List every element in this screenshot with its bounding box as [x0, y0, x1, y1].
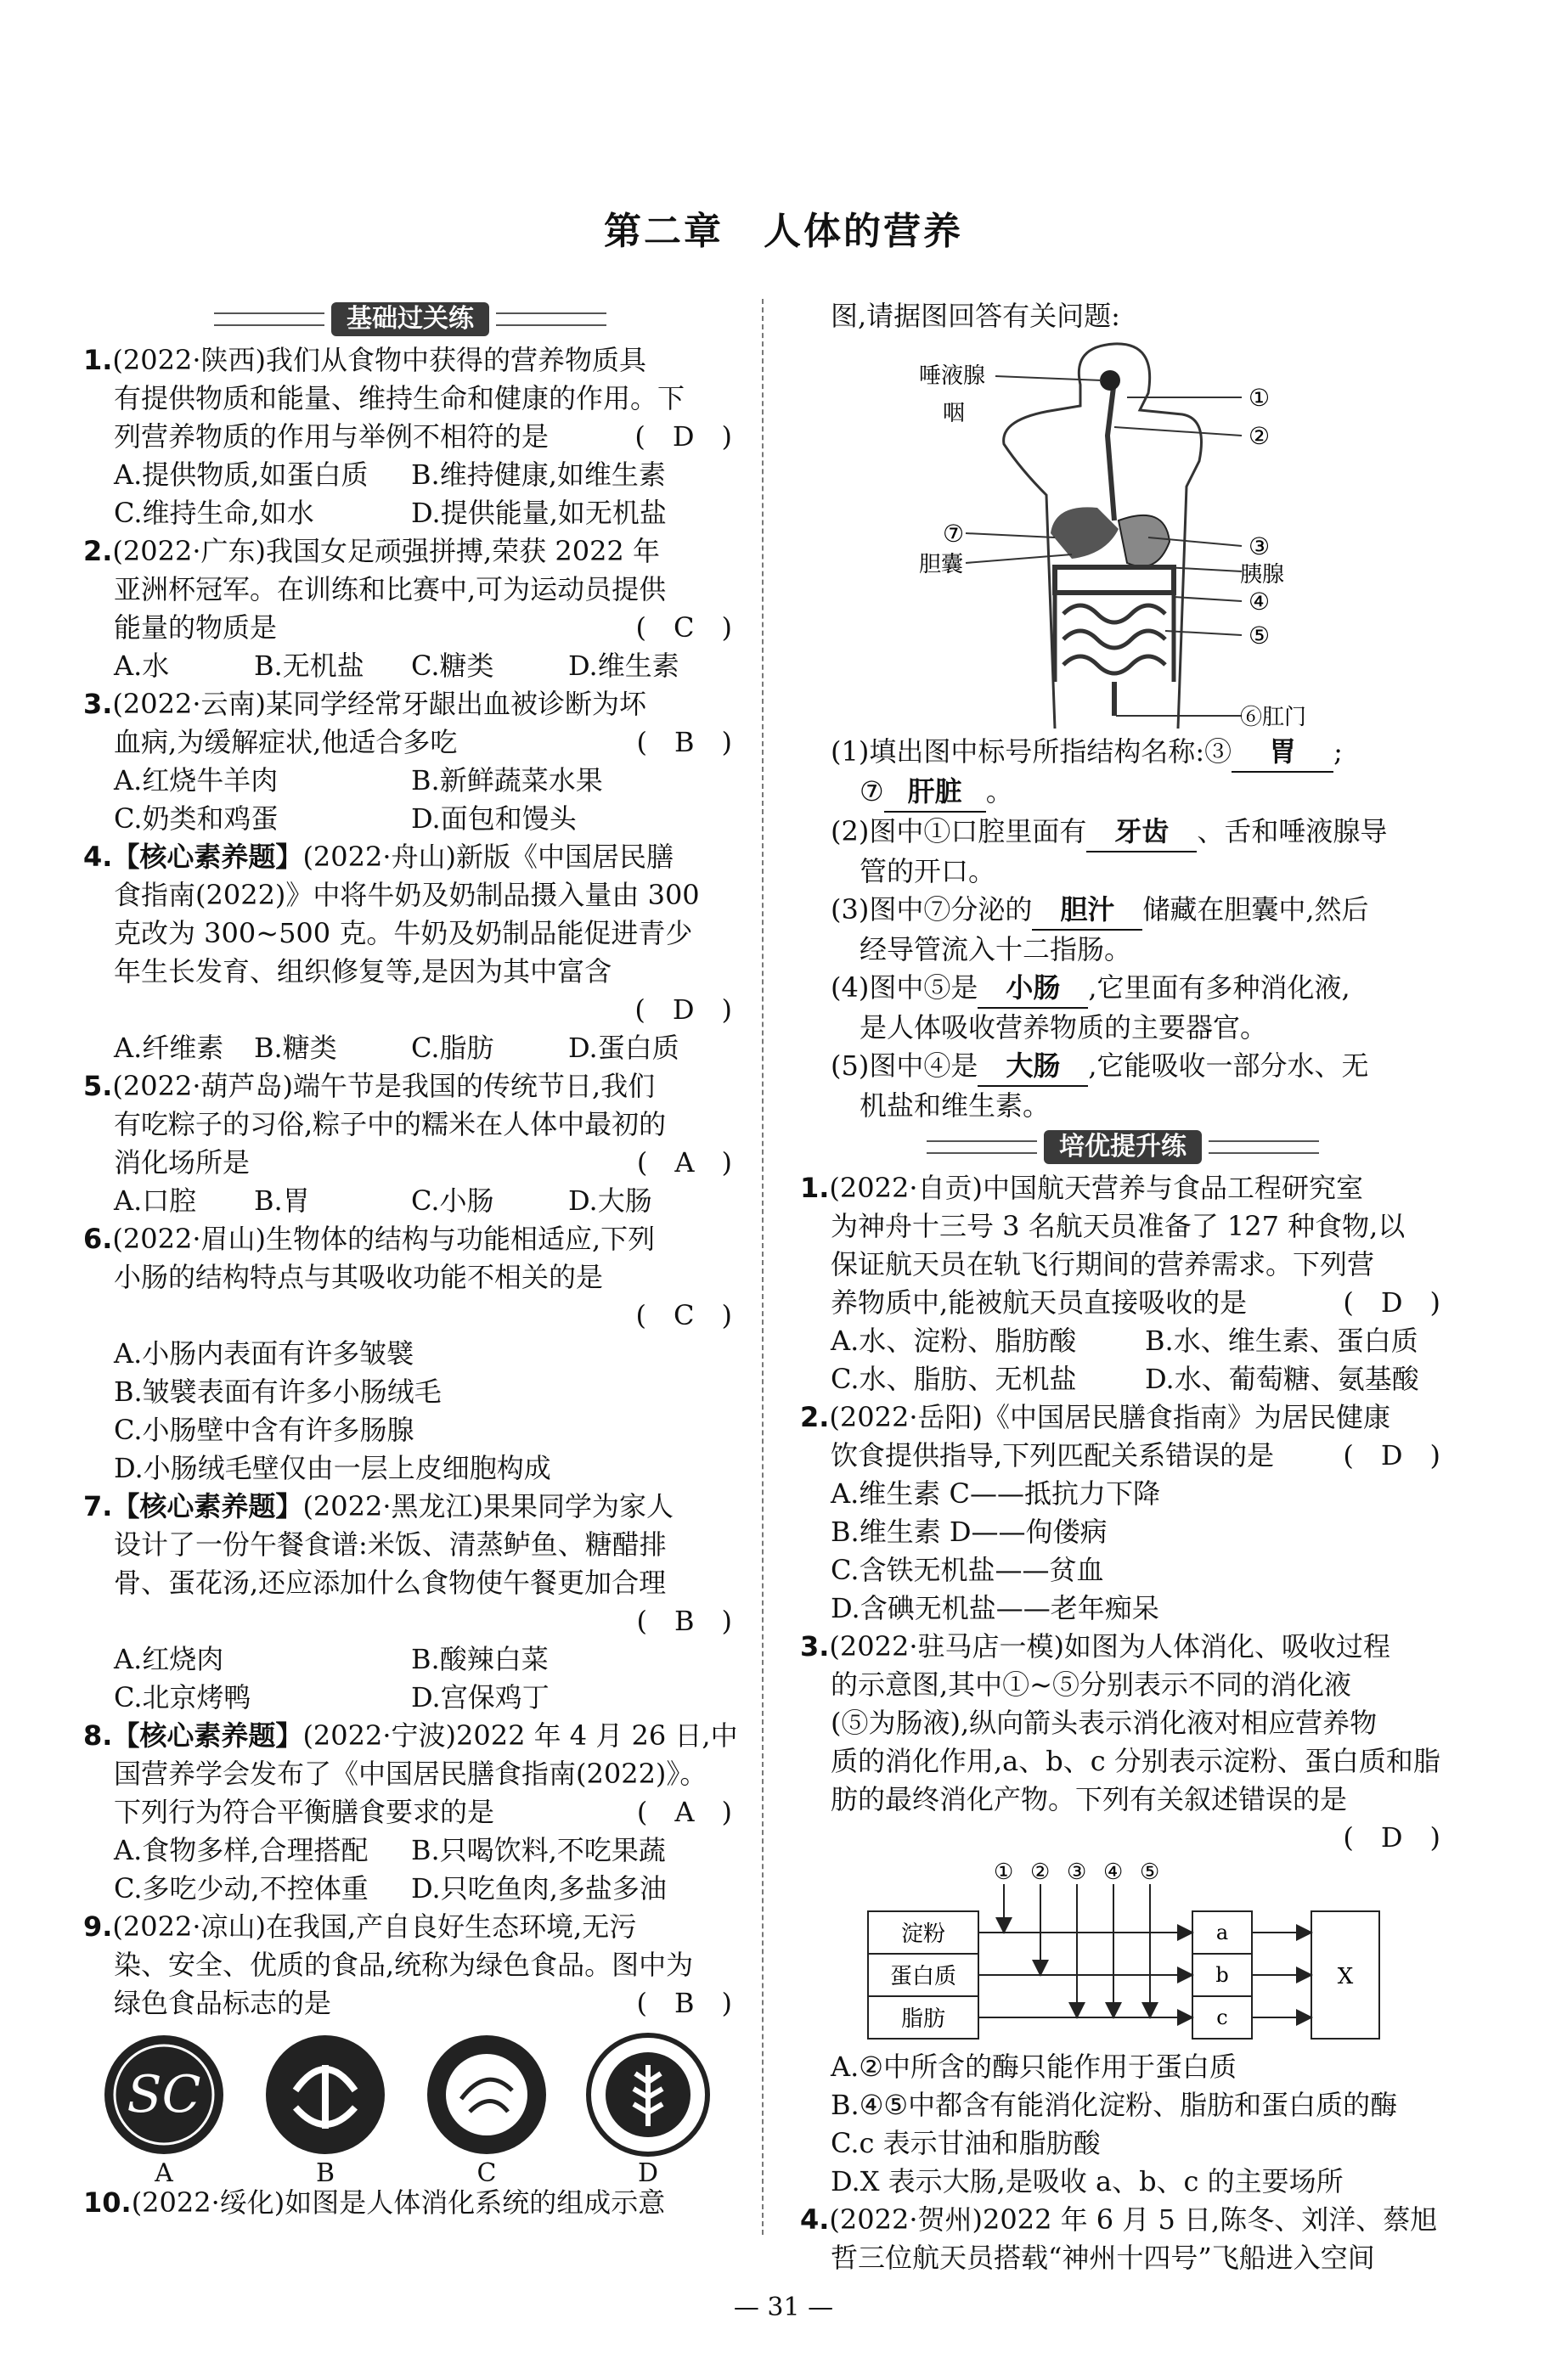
label-7: ⑦: [943, 520, 965, 548]
question-8: 8.【核心素养题】(2022·宁波)2022 年 4 月 26 日,中 国营养学会发布了《中国居民膳食指南(2022)》。 下列行为符合平衡膳食要求的是 ( A ) A.食物多样,合理搭配 B.只喝饮料,不吃果蔬 C.多吃少动,不控体重 D.只吃鱼肉,多盐多油: [83, 1719, 738, 1905]
juice-3: ③: [1067, 1860, 1087, 1885]
product-c: c: [1216, 2006, 1228, 2029]
q10-sub1: (1)填出图中标号所指结构名称:③ 胃 ;: [800, 733, 1446, 773]
question-4: 4.【核心素养题】(2022·舟山)新版《中国居民膳 食指南(2022)》中将牛奶及奶制品摄入量由 300 克改为 300~500 克。牛奶及奶制品能促进青少 年生长发育、组织修复等,是因为其中富含 ( D ) A.纤维素 B.糖类 C.脂肪 D.蛋白质: [83, 841, 732, 1064]
logo-options: [83, 2031, 729, 2188]
answer: ( B ): [636, 1605, 732, 1637]
nutrient-protein: 蛋白质: [889, 1964, 957, 1989]
answer: ( B ): [636, 726, 732, 758]
chapter-title: 第二章 人体的营养: [604, 210, 963, 253]
answer: ( D ): [1343, 1439, 1440, 1471]
answer: ( A ): [636, 1796, 732, 1828]
answer: ( B ): [636, 1987, 732, 2019]
svg-text:SC: SC: [127, 2065, 201, 2124]
question-1: 1.(2022·陕西)我们从食物中获得的营养物质具 有提供物质和能量、维持生命和健康的作用。下 列营养物质的作用与举例不相符的是 ( D ) A.提供物质,如蛋白质 B.维持健康,如维生素 C.维持生命,如水 D.提供能量,如无机盐: [83, 344, 732, 529]
answer: ( C ): [635, 611, 732, 644]
juice-2: ②: [1030, 1860, 1051, 1885]
label-1: ①: [1249, 384, 1271, 412]
digestive-system-figure: [800, 342, 1446, 733]
wheat-ear-icon: [584, 2031, 712, 2158]
right-column: 图,请据图回答有关问题: 唾液腺 咽 ① ② ③ 胰腺 ④ ⑤ ⑥肛门 ⑦ 胆囊 (1)填出图中标号所指结构名称:③ 胃 ; ⑦ 肝脏 。 (2)图中①口腔里面有 牙齿 、舌和唾液腺导 管的开口。 (3)图中⑦分泌的 胆汁 储藏在胆囊中,然后 经导管流入十二指肠。 (4)图中⑤是 小肠 ,它里面有多种消化液, 是人体吸收营养物质的主要器官。 (5)图中④是 大肠 ,它能吸收一部分水、无 机盐和维生素。 培优提升练 1.(2022·自贡)中国航天营养与食品工程研究室 为神舟十三号 3 名航天员准备了 127 种食物,以 保证航天员在轨飞行期间的营养需求。下列营 养物质中,能被航天员直接吸收的是 ( D ) A.水、淀粉、脂肪酸 B.水、维生素、蛋白质 C.水、脂肪、无机盐 D.水、葡萄糖、氨基酸 2.(2022·岳阳)《中国居民膳食指南》为居民健康 饮食提供指导,下列匹配关系错误的是 ( D ) A.维生素 C——抵抗力下降 B.维生素 D——佝偻病 C.含铁无机盐——贫血 D.含碘无机盐——老年痴呆 3.(2022·驻马店一模)如图为人体消化、吸收过程 的示意图,其中①~⑤分别表示不同的消化液 (⑤为肠液),纵向箭头表示消化液对相应营养物 质的消化作用,a、b、c 分别表示淀粉、蛋白质和脂 肪的最终消化产物。下列有关叙述错误的是 ( D ) ① ② ③ ④ ⑤ 淀粉 蛋白质 脂肪 a b c X A.②中所含的酶只能作用于蛋白质 B.④⑤中都含有能消化淀粉、脂肪和蛋白质的酶 C.c 表示甘油和脂肪酸 D.X 表示大肠,是吸收 a、b、c 的主要场所 4.(2022·贺州)2022 年 6 月 5 日,陈冬、刘洋、蔡旭 哲三位航天员搭载“神州十四号”飞船进入空间: [800, 297, 1446, 2277]
label-gallbladder: 胆囊: [919, 552, 964, 577]
question-3: 3.(2022·云南)某同学经常牙龈出血被诊断为坏 血病,为缓解症状,他适合多吃 ( B ) A.红烧牛羊肉 B.新鲜蔬菜水果 C.奶类和鸡蛋 D.面包和馒头: [83, 688, 732, 835]
answer: ( C ): [635, 1299, 732, 1331]
label-3: ③: [1249, 532, 1271, 560]
answer: ( A ): [636, 1146, 732, 1179]
question-5: 5.(2022·葫芦岛)端午节是我国的传统节日,我们 有吃粽子的习俗,粽子中的糯米在人体中最初的 消化场所是 ( A ) A.口腔 B.胃 C.小肠 D.大肠: [83, 1070, 732, 1217]
label-2: ②: [1249, 422, 1271, 450]
answer: ( D ): [634, 420, 732, 453]
question-9: 9.(2022·凉山)在我国,产自良好生态环境,无污 染、安全、优质的食品,统称为绿色食品。图中为 绿色食品标志的是 ( B ) SC A B C D: [83, 1910, 732, 2188]
juice-4: ④: [1103, 1860, 1124, 1885]
green-food-logo-option: B: [262, 2031, 389, 2184]
sc-logo-icon: [100, 2031, 228, 2158]
left-column: [83, 297, 737, 2222]
section-banner-advanced: 培优提升练: [800, 1128, 1446, 1166]
q10-sub2: (2)图中①口腔里面有 牙齿 、舌和唾液腺导 管的开口。: [800, 813, 1446, 891]
question-2: 2.(2022·广东)我国女足顽强拼搏,荣获 2022 年 亚洲杯冠军。在训练和比赛中,可为运动员提供 能量的物质是 ( C ) A.水 B.无机盐 C.糖类 D.维生素: [83, 535, 732, 682]
organic-product-logo-option: D: [584, 2031, 712, 2184]
label-4: ④: [1249, 588, 1271, 616]
q10-sub5: (5)图中④是 大肠 ,它能吸收一部分水、无 机盐和维生素。: [800, 1047, 1446, 1125]
site-x: X: [1337, 1964, 1354, 1989]
juice-5: ⑤: [1140, 1860, 1160, 1885]
environment-label-icon: [423, 2031, 550, 2158]
question-7: 7.【核心素养题】(2022·黑龙江)果果同学为家人 设计了一份午餐食谱:米饭、清蒸鲈鱼、糖醋排 骨、蛋花汤,还应添加什么食物使午餐更加合理 ( B ) A.红烧肉 B.酸辣白菜 C.北京烤鸭 D.宫保鸡丁: [83, 1490, 732, 1713]
question-6: 6.(2022·眉山)生物体的结构与功能相适应,下列 小肠的结构特点与其吸收功能不相关的是 ( C ) A.小肠内表面有许多皱襞 B.皱襞表面有许多小肠绒毛 C.小肠壁中含有许多肠腺 D.小肠绒毛壁仅由一层上皮细胞构成: [83, 1223, 732, 1484]
q10-sub4: (4)图中⑤是 小肠 ,它里面有多种消化液, 是人体吸收营养物质的主要器官。: [800, 969, 1446, 1047]
label-6-anus: ⑥肛门: [1240, 705, 1307, 730]
answer: ( D ): [1343, 1821, 1440, 1854]
label-5: ⑤: [1249, 622, 1271, 650]
product-a: a: [1215, 1921, 1229, 1944]
answer: ( D ): [1343, 1286, 1440, 1319]
nutrient-fat: 脂肪: [900, 2006, 946, 2032]
adv-question-3: 3.(2022·驻马店一模)如图为人体消化、吸收过程 的示意图,其中①~⑤分别表示不同的消化液 (⑤为肠液),纵向箭头表示消化液对相应营养物 质的消化作用,a、b、c 分别表示淀粉、蛋白质和脂 肪的最终消化产物。下列有关叙述错误的是 ( D ) ① ② ③ ④ ⑤ 淀粉 蛋白质 脂肪 a b c X A.②中所含的酶只能作用于蛋白质 B.④⑤中都含有能消化淀粉、脂肪和蛋白质的酶 C.c 表示甘油和脂肪酸 D.X 表示大肠,是吸收 a、b、c 的主要场所: [800, 1628, 1446, 2201]
sc-logo-option: SC A: [100, 2031, 228, 2184]
digestion-flow-diagram: [800, 1860, 1446, 2043]
eco-label-logo-option: C: [423, 2031, 550, 2184]
label-salivary-gland: 唾液腺: [919, 363, 986, 389]
q10-sub3: (3)图中⑦分泌的 胆汁 储藏在胆囊中,然后 经导管流入十二指肠。: [800, 891, 1446, 969]
digestive-system-diagram: [800, 342, 1446, 733]
product-b: b: [1215, 1963, 1229, 1987]
label-pharynx: 咽: [943, 401, 966, 426]
juice-1: ①: [994, 1860, 1014, 1885]
nutrient-starch: 淀粉: [900, 1921, 946, 1947]
label-pancreas: 胰腺: [1240, 562, 1285, 588]
adv-question-2: 2.(2022·岳阳)《中国居民膳食指南》为居民健康 饮食提供指导,下列匹配关系错误的是 ( D ) A.维生素 C——抵抗力下降 B.维生素 D——佝偻病 C.含铁无机盐——贫血 D.含碘无机盐——老年痴呆: [800, 1401, 1440, 1624]
page-number: — 31 —: [733, 2293, 834, 2322]
answer: ( D ): [634, 993, 732, 1026]
green-food-logo-icon: [262, 2031, 389, 2158]
digestion-flow-figure: [800, 1860, 1446, 2043]
column-divider: [762, 299, 764, 2235]
question-10: 10.(2022·绥化)如图是人体消化系统的组成示意: [83, 2186, 666, 2219]
adv-question-1: 1.(2022·自贡)中国航天营养与食品工程研究室 为神舟十三号 3 名航天员准备了 127 种食物,以 保证航天员在轨飞行期间的营养需求。下列营 养物质中,能被航天员直接吸收的是 ( D ) A.水、淀粉、脂肪酸 B.水、维生素、蛋白质 C.水、脂肪、无机盐 D.水、葡萄糖、氨基酸: [800, 1172, 1440, 1395]
adv-question-4: 4.(2022·贺州)2022 年 6 月 5 日,陈冬、刘洋、蔡旭 哲三位航天员搭载“神州十四号”飞船进入空间: [800, 2203, 1438, 2274]
section-banner-basic: 基础过关练: [83, 301, 737, 338]
